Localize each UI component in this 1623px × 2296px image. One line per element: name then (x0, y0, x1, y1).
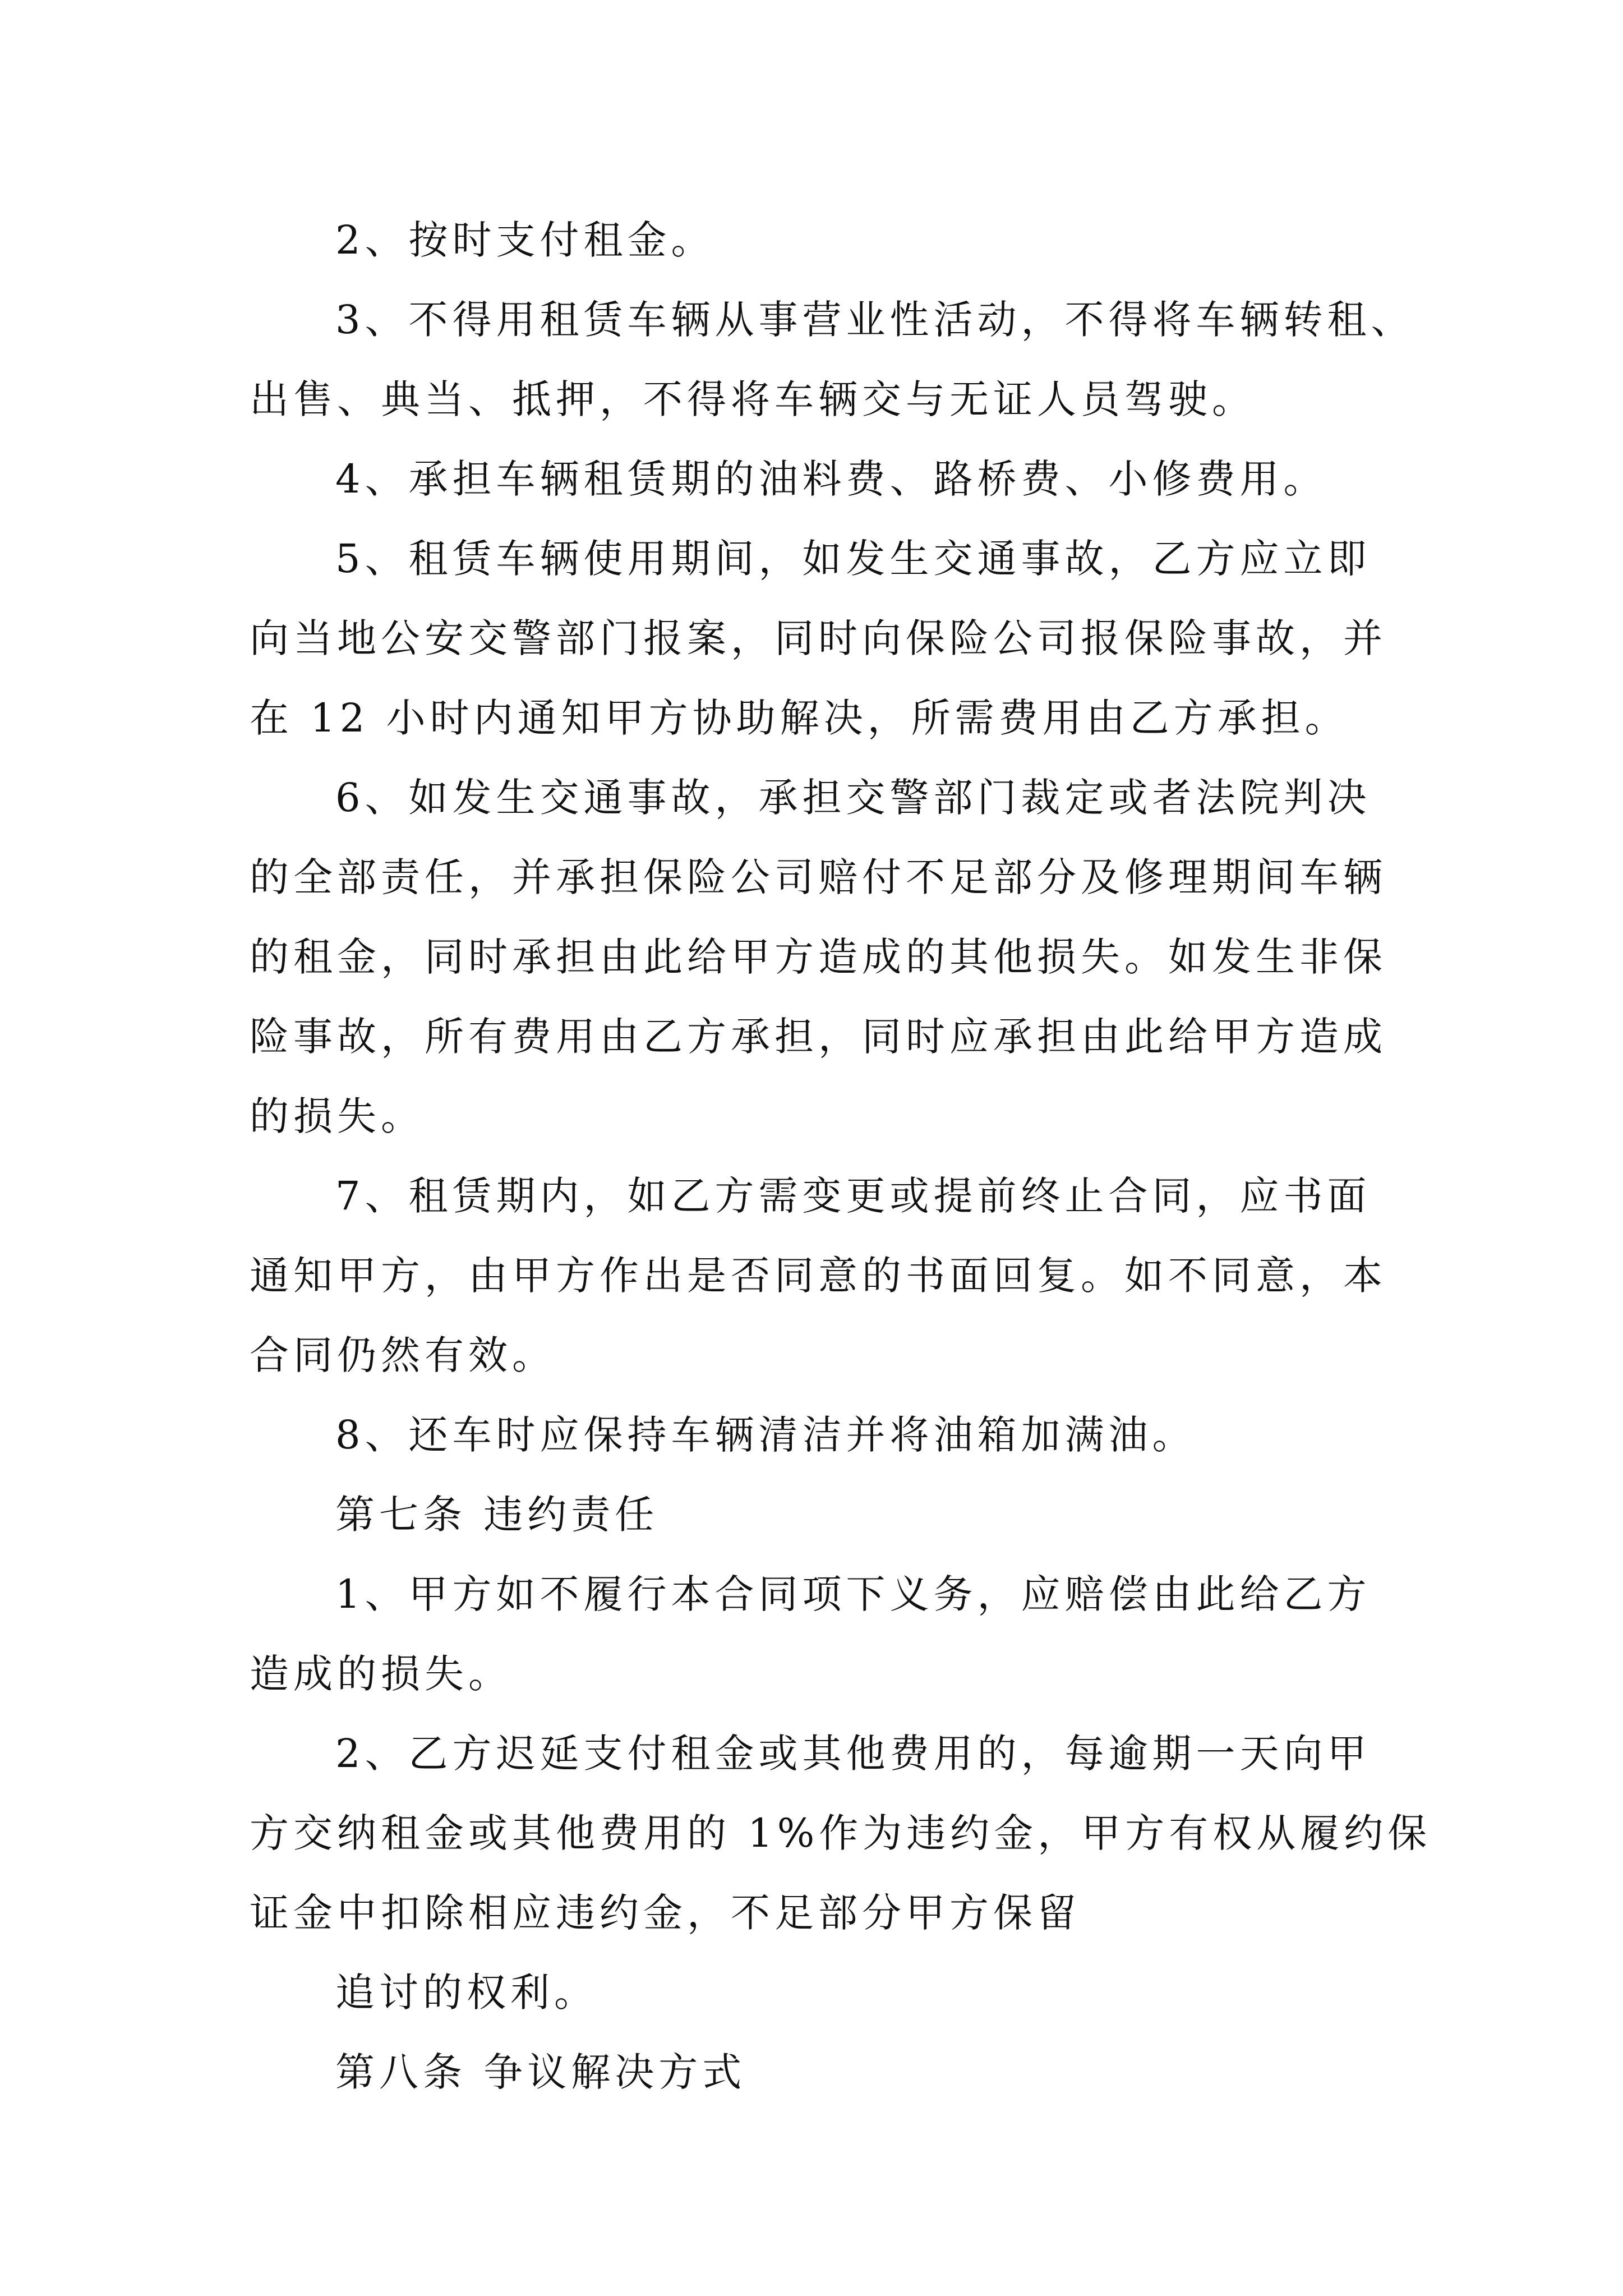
section-heading-7: 第七条 违约责任 (335, 1492, 659, 1538)
section-heading-8: 第八条 争议解决方式 (335, 2049, 746, 2095)
text-line-23: 追讨的权利。 (335, 1970, 598, 2016)
text-line-13: 7、租赁期内，如乙方需变更或提前终止合同，应书面 (335, 1173, 1371, 1219)
text-line-21: 方交纳租金或其他费用的 1%作为违约金，甲方有权从履约保 (250, 1810, 1432, 1856)
text-line-4: 4、承担车辆租赁期的油料费、路桥费、小修费用。 (335, 456, 1327, 502)
text-line-5: 5、租赁车辆使用期间，如发生交通事故，乙方应立即 (335, 536, 1371, 582)
text-line-8: 6、如发生交通事故，承担交警部门裁定或者法院判决 (335, 775, 1371, 821)
text-line-22: 证金中扣除相应违约金，不足部分甲方保留 (250, 1890, 1081, 1936)
text-line-14: 通知甲方，由甲方作出是否同意的书面回复。如不同意，本 (250, 1253, 1387, 1299)
text-line-11: 险事故，所有费用由乙方承担，同时应承担由此给甲方造成 (250, 1014, 1387, 1060)
text-line-19: 造成的损失。 (250, 1651, 512, 1697)
text-line-7: 在 12 小时内通知甲方协助解决，所需费用由乙方承担。 (250, 695, 1349, 741)
text-line-16: 8、还车时应保持车辆清洁并将油箱加满油。 (335, 1412, 1196, 1458)
text-line-3: 出售、典当、抵押，不得将车辆交与无证人员驾驶。 (250, 376, 1256, 422)
text-line-18: 1、甲方如不履行本合同项下义务，应赔偿由此给乙方 (335, 1571, 1371, 1617)
text-line-12: 的损失。 (250, 1093, 425, 1139)
text-line-10: 的租金，同时承担由此给甲方造成的其他损失。如发生非保 (250, 934, 1387, 980)
text-line-15: 合同仍然有效。 (250, 1332, 556, 1378)
text-line-20: 2、乙方迟延支付租金或其他费用的，每逾期一天向甲 (335, 1731, 1371, 1777)
text-line-6: 向当地公安交警部门报案，同时向保险公司报保险事故，并 (250, 615, 1387, 661)
text-line-9: 的全部责任，并承担保险公司赔付不足部分及修理期间车辆 (250, 854, 1387, 900)
text-line-2: 3、不得用租赁车辆从事营业性活动，不得将车辆转租、 (335, 297, 1415, 343)
text-line-1: 2、按时支付租金。 (335, 217, 715, 263)
